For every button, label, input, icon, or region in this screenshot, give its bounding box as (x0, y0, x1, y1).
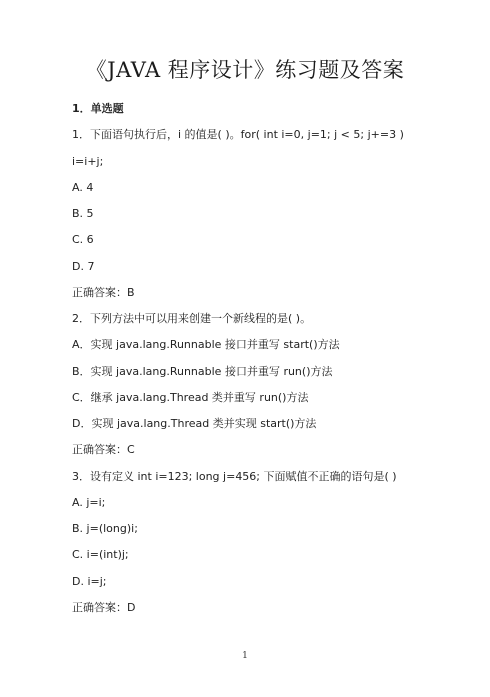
question-2-stem: 2．下列方法中可以用来创建一个新线程的是( )。 (72, 312, 312, 325)
question-1-option-b: B. 5 (72, 207, 94, 220)
question-1-stem-continued: i=i+j; (72, 154, 104, 168)
question-2-answer: 正确答案：C (72, 443, 135, 457)
question-2-option-b: B．实现 java.lang.Runnable 接口并重写 run()方法 (72, 364, 333, 378)
question-2-option-a: A．实现 java.lang.Runnable 接口并重写 start()方法 (72, 338, 340, 352)
question-3-option-c: C. i=(int)j; (72, 548, 129, 562)
question-3-option-a: A. j=i; (72, 495, 106, 509)
question-1 (72, 122, 432, 306)
question-3-answer: 正确答案：D (72, 600, 136, 614)
question-2-option-c: C．继承 java.lang.Thread 类并重写 run()方法 (72, 390, 309, 404)
document-body (72, 96, 432, 621)
question-1-answer: 正确答案：B (72, 285, 135, 299)
question-3-option-d: D. i=j; (72, 574, 107, 588)
question-1-option-c: C. 6 (72, 233, 94, 247)
question-1-option-a: A. 4 (72, 180, 94, 194)
document-title: 《JAVA 程序设计》练习题及答案 (85, 58, 405, 82)
question-3-stem: 3．设有定义 int i=123; long j=456; 下面赋值不正确的语句是( ) (72, 469, 397, 483)
question-1-stem: 1．下面语句执行后，i 的值是( )。for( int i=0, j=1; j < 5; j+=3 ) (72, 128, 404, 142)
question-2-option-d: D．实现 java.lang.Thread 类并实现 start()方法 (72, 417, 317, 430)
question-1-option-d: D. 7 (72, 259, 95, 273)
question-2 (72, 306, 432, 464)
question-3 (72, 464, 432, 622)
question-3-option-b: B. j=(long)i; (72, 522, 138, 535)
page-number: 1 (242, 651, 248, 661)
section-heading: 1．单选题 (72, 102, 124, 115)
